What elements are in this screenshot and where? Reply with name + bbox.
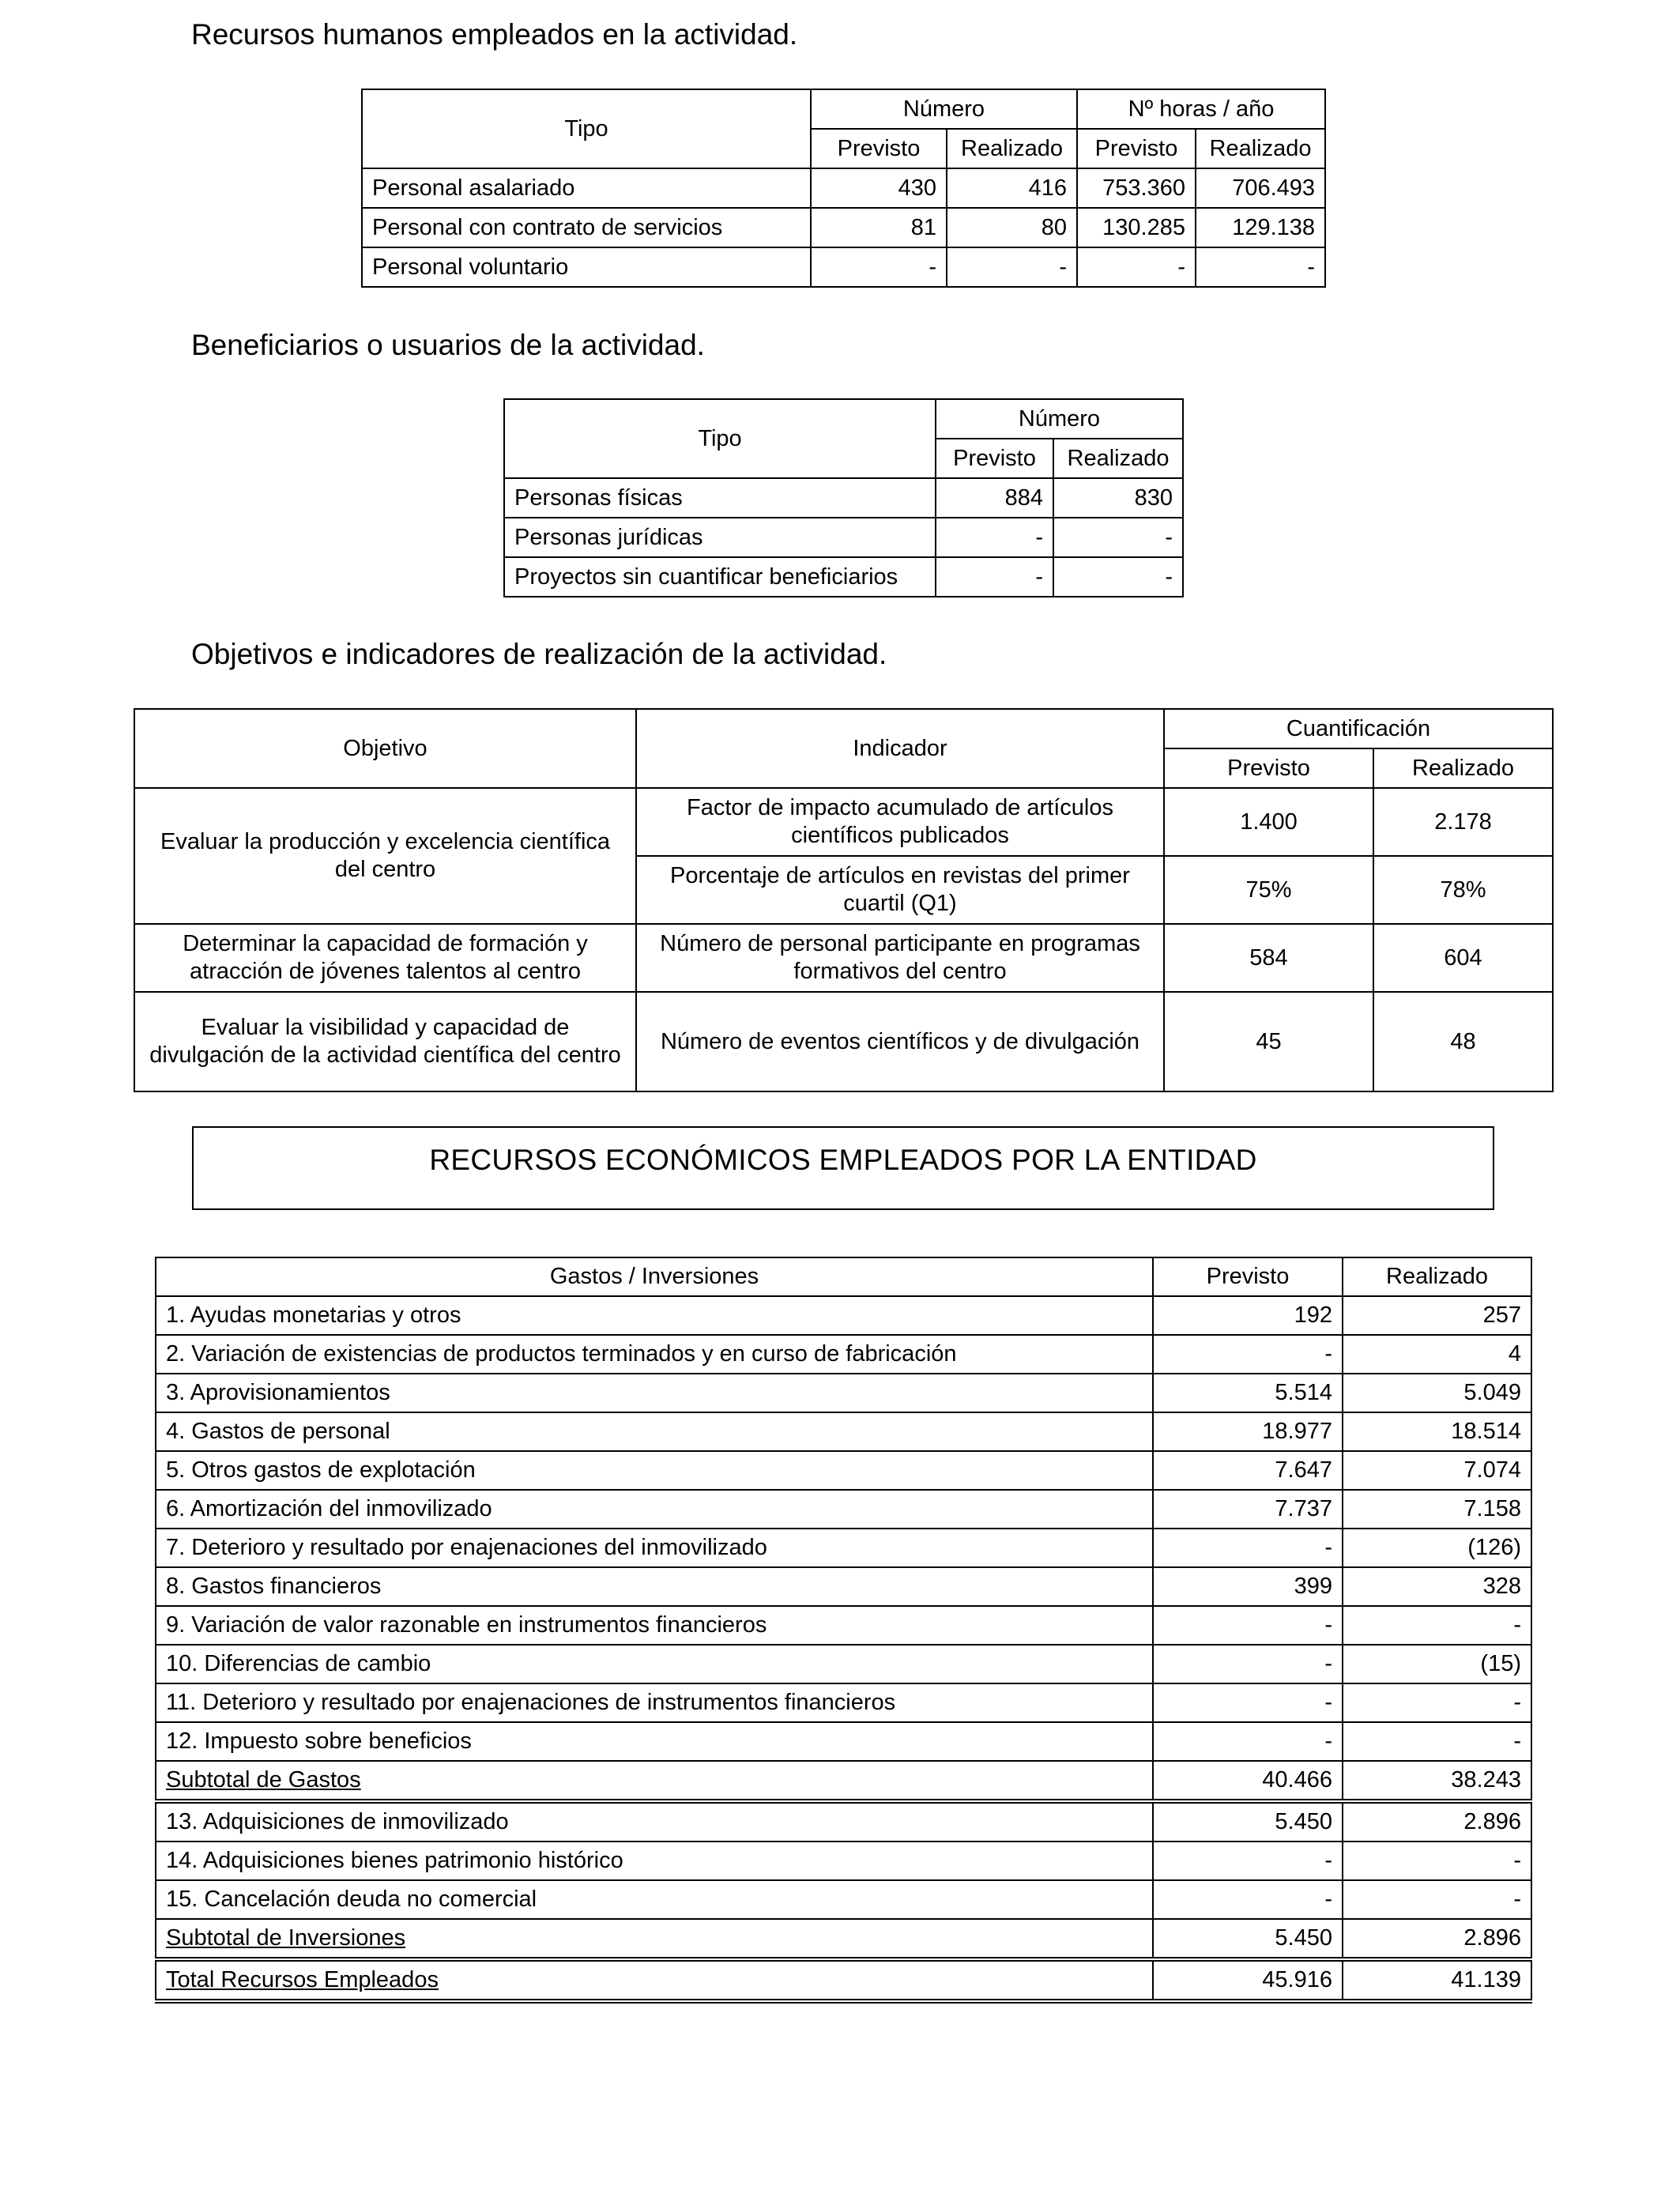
table-row xyxy=(156,1296,1531,1335)
cell-prev: 5.450 xyxy=(1153,1801,1343,1842)
cell-concepto xyxy=(156,1959,1153,2001)
table-row xyxy=(156,1490,1531,1529)
table-row xyxy=(504,557,1183,597)
header-previsto: Previsto xyxy=(936,439,1053,478)
cell-concepto: 7. Deterioro y resultado por enajenaciones del inmovilizado xyxy=(156,1529,1153,1567)
subtotal-inversiones-label: Subtotal de Inversiones xyxy=(166,1925,406,1951)
cell-prev: 75% xyxy=(1164,856,1373,924)
table-row xyxy=(362,168,1325,208)
table-row xyxy=(362,208,1325,247)
cell-real: 7.158 xyxy=(1343,1490,1531,1529)
cell-real: 2.896 xyxy=(1343,1919,1531,1959)
cell-concepto: 3. Aprovisionamientos xyxy=(156,1374,1153,1412)
cell-real: - xyxy=(1343,1606,1531,1645)
cell-objetivo: Evaluar la visibilidad y capacidad de divulgación de la actividad científica del centro xyxy=(134,992,636,1091)
cell-indicador: Porcentaje de artículos en revistas del primer cuartil (Q1) xyxy=(636,856,1164,924)
cell-real: 604 xyxy=(1373,924,1553,992)
cell-prev: 5.450 xyxy=(1153,1919,1343,1959)
table-row xyxy=(156,1529,1531,1567)
cell-real: 4 xyxy=(1343,1335,1531,1374)
cell-concepto: 15. Cancelación deuda no comercial xyxy=(156,1880,1153,1919)
header-realizado: Realizado xyxy=(1343,1257,1531,1296)
table-row xyxy=(156,1374,1531,1412)
table-row xyxy=(156,1335,1531,1374)
cell-prev: 45 xyxy=(1164,992,1373,1091)
cell-real: (126) xyxy=(1343,1529,1531,1567)
header-numero: Número xyxy=(936,399,1183,439)
header-tipo: Tipo xyxy=(362,89,811,168)
cell-real: 7.074 xyxy=(1343,1451,1531,1490)
header-concepto: Gastos / Inversiones xyxy=(156,1257,1153,1296)
cell-concepto: 1. Ayudas monetarias y otros xyxy=(156,1296,1153,1335)
objetivos-table xyxy=(134,708,1554,1092)
section-title-rrhh: Recursos humanos empleados en la actividad. xyxy=(191,18,798,51)
cell-prev: - xyxy=(1153,1335,1343,1374)
subtotal-row xyxy=(156,1761,1531,1801)
cell-num-real: 416 xyxy=(947,168,1077,208)
cell-objetivo: Determinar la capacidad de formación y atracción de jóvenes talentos al centro xyxy=(134,924,636,992)
subtotal-row xyxy=(156,1919,1531,1959)
table-row xyxy=(156,1606,1531,1645)
cell-prev: 40.466 xyxy=(1153,1761,1343,1801)
cell-num-real: - xyxy=(947,247,1077,287)
cell-concepto: 12. Impuesto sobre beneficios xyxy=(156,1722,1153,1761)
cell-tipo: Proyectos sin cuantificar beneficiarios xyxy=(504,557,936,597)
header-previsto: Previsto xyxy=(1077,129,1196,168)
table-row xyxy=(504,478,1183,518)
cell-h-real: - xyxy=(1196,247,1325,287)
cell-num-prev: - xyxy=(811,247,947,287)
cell-real: - xyxy=(1343,1722,1531,1761)
table-row xyxy=(504,518,1183,557)
cell-real: 328 xyxy=(1343,1567,1531,1606)
cell-prev: 192 xyxy=(1153,1296,1343,1335)
cell-real: 18.514 xyxy=(1343,1412,1531,1451)
cell-prev: - xyxy=(1153,1606,1343,1645)
cell-real: 41.139 xyxy=(1343,1959,1531,2001)
cell-prev: - xyxy=(1153,1842,1343,1880)
cell-concepto: 9. Variación de valor razonable en instrumentos financieros xyxy=(156,1606,1153,1645)
header-tipo: Tipo xyxy=(504,399,936,478)
cell-h-prev: 753.360 xyxy=(1077,168,1196,208)
cell-real: - xyxy=(1343,1842,1531,1880)
cell-prev: 884 xyxy=(936,478,1053,518)
cell-concepto: 11. Deterioro y resultado por enajenaciones de instrumentos financieros xyxy=(156,1683,1153,1722)
cell-h-prev: - xyxy=(1077,247,1196,287)
table-row xyxy=(156,1683,1531,1722)
cell-real: 38.243 xyxy=(1343,1761,1531,1801)
cell-prev: - xyxy=(936,557,1053,597)
cell-prev: - xyxy=(1153,1683,1343,1722)
cell-concepto xyxy=(156,1761,1153,1801)
cell-real: - xyxy=(1053,557,1183,597)
table-row xyxy=(156,1567,1531,1606)
cell-concepto: 8. Gastos financieros xyxy=(156,1567,1153,1606)
cell-num-prev: 81 xyxy=(811,208,947,247)
cell-prev: 45.916 xyxy=(1153,1959,1343,2001)
cell-tipo: Personal asalariado xyxy=(362,168,811,208)
total-label: Total Recursos Empleados xyxy=(166,1967,439,1992)
cell-num-real: 80 xyxy=(947,208,1077,247)
cell-prev: - xyxy=(1153,1529,1343,1567)
header-previsto: Previsto xyxy=(811,129,947,168)
header-realizado: Realizado xyxy=(1196,129,1325,168)
cell-h-real: 706.493 xyxy=(1196,168,1325,208)
cell-tipo: Personal con contrato de servicios xyxy=(362,208,811,247)
cell-real: 78% xyxy=(1373,856,1553,924)
table-row xyxy=(134,788,1553,856)
header-previsto: Previsto xyxy=(1164,748,1373,788)
header-realizado: Realizado xyxy=(947,129,1077,168)
total-row xyxy=(156,1959,1531,2001)
cell-real: - xyxy=(1343,1683,1531,1722)
cell-concepto xyxy=(156,1919,1153,1959)
table-row xyxy=(156,1412,1531,1451)
economicos-table xyxy=(155,1257,1532,2004)
cell-h-prev: 130.285 xyxy=(1077,208,1196,247)
cell-indicador: Número de eventos científicos y de divulgación xyxy=(636,992,1164,1091)
table-row xyxy=(134,992,1553,1091)
cell-real: (15) xyxy=(1343,1645,1531,1683)
header-indicador: Indicador xyxy=(636,709,1164,788)
section-title-objetivos: Objetivos e indicadores de realización de la actividad. xyxy=(191,638,887,670)
cell-concepto: 13. Adquisiciones de inmovilizado xyxy=(156,1801,1153,1842)
cell-real: 257 xyxy=(1343,1296,1531,1335)
cell-prev: 584 xyxy=(1164,924,1373,992)
table-row xyxy=(156,1722,1531,1761)
cell-real: 48 xyxy=(1373,992,1553,1091)
header-cuantificacion: Cuantificación xyxy=(1164,709,1553,748)
cell-concepto: 5. Otros gastos de explotación xyxy=(156,1451,1153,1490)
cell-real: 2.178 xyxy=(1373,788,1553,856)
economicos-banner: RECURSOS ECONÓMICOS EMPLEADOS POR LA ENTIDAD xyxy=(192,1126,1494,1210)
cell-prev: - xyxy=(1153,1722,1343,1761)
cell-real: 830 xyxy=(1053,478,1183,518)
table-row xyxy=(156,1451,1531,1490)
cell-concepto: 6. Amortización del inmovilizado xyxy=(156,1490,1153,1529)
table-row xyxy=(362,247,1325,287)
cell-real: 2.896 xyxy=(1343,1801,1531,1842)
table-row xyxy=(134,924,1553,992)
header-objetivo: Objetivo xyxy=(134,709,636,788)
header-realizado: Realizado xyxy=(1053,439,1183,478)
table-row xyxy=(156,1842,1531,1880)
cell-prev: 5.514 xyxy=(1153,1374,1343,1412)
section-title-beneficiarios: Beneficiarios o usuarios de la actividad. xyxy=(191,329,705,361)
header-numero: Número xyxy=(811,89,1077,129)
cell-prev: - xyxy=(1153,1880,1343,1919)
cell-tipo: Personas jurídicas xyxy=(504,518,936,557)
table-row xyxy=(156,1645,1531,1683)
cell-objetivo: Evaluar la producción y excelencia científica del centro xyxy=(134,788,636,924)
cell-prev: 7.737 xyxy=(1153,1490,1343,1529)
cell-indicador: Factor de impacto acumulado de artículos científicos publicados xyxy=(636,788,1164,856)
cell-indicador: Número de personal participante en programas formativos del centro xyxy=(636,924,1164,992)
cell-h-real: 129.138 xyxy=(1196,208,1325,247)
cell-real: - xyxy=(1053,518,1183,557)
header-previsto: Previsto xyxy=(1153,1257,1343,1296)
table-row xyxy=(156,1801,1531,1842)
cell-concepto: 14. Adquisiciones bienes patrimonio histórico xyxy=(156,1842,1153,1880)
header-realizado: Realizado xyxy=(1373,748,1553,788)
cell-prev: - xyxy=(1153,1645,1343,1683)
cell-prev: 18.977 xyxy=(1153,1412,1343,1451)
beneficiarios-table xyxy=(503,398,1184,598)
rrhh-table xyxy=(361,89,1326,288)
cell-prev: 1.400 xyxy=(1164,788,1373,856)
cell-prev: 7.647 xyxy=(1153,1451,1343,1490)
subtotal-gastos-label: Subtotal de Gastos xyxy=(166,1767,361,1793)
cell-real: 5.049 xyxy=(1343,1374,1531,1412)
table-row xyxy=(156,1880,1531,1919)
cell-real: - xyxy=(1343,1880,1531,1919)
cell-prev: - xyxy=(936,518,1053,557)
cell-tipo: Personal voluntario xyxy=(362,247,811,287)
cell-concepto: 4. Gastos de personal xyxy=(156,1412,1153,1451)
header-horas: Nº horas / año xyxy=(1077,89,1325,129)
cell-concepto: 10. Diferencias de cambio xyxy=(156,1645,1153,1683)
cell-prev: 399 xyxy=(1153,1567,1343,1606)
cell-concepto: 2. Variación de existencias de productos terminados y en curso de fabricación xyxy=(156,1335,1153,1374)
cell-tipo: Personas físicas xyxy=(504,478,936,518)
cell-num-prev: 430 xyxy=(811,168,947,208)
